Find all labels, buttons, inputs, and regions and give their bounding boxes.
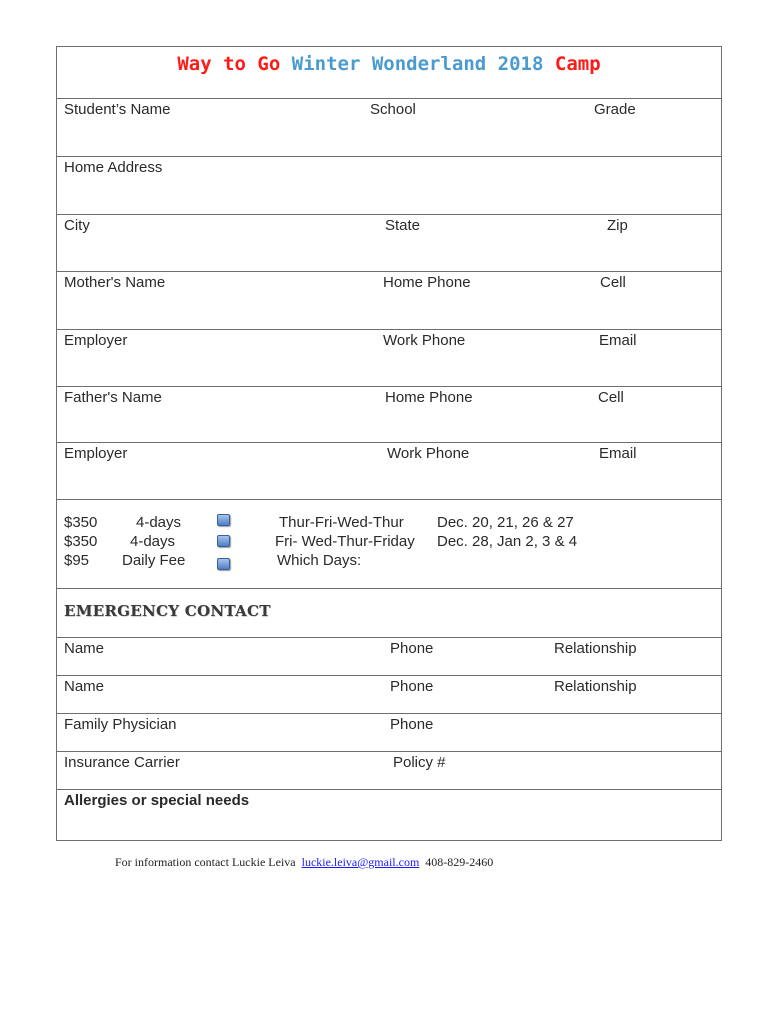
divider xyxy=(57,156,721,157)
mother-work-phone-label: Work Phone xyxy=(383,332,466,349)
divider xyxy=(57,271,721,272)
mother-employer-label: Employer xyxy=(64,332,128,349)
option-label: 4-days xyxy=(130,533,176,550)
emergency-relationship-label: Relationship xyxy=(554,640,637,657)
option-days: Fri- Wed-Thur-Friday xyxy=(275,533,415,550)
emergency-relationship-label: Relationship xyxy=(554,678,637,695)
divider xyxy=(57,499,721,500)
footer-email-link[interactable]: luckie.leiva@gmail.com xyxy=(301,855,420,869)
option-price: $350 xyxy=(64,533,98,550)
father-work-phone-label: Work Phone xyxy=(387,445,470,462)
title-part-3: Camp xyxy=(554,53,601,75)
form-title xyxy=(57,53,721,75)
option-price: $350 xyxy=(64,514,98,531)
family-physician-label: Family Physician xyxy=(64,716,177,733)
divider xyxy=(57,713,721,714)
option-days: Which Days: xyxy=(277,552,362,569)
school-label: School xyxy=(370,101,416,118)
physician-phone-label: Phone xyxy=(390,716,434,733)
divider xyxy=(57,637,721,638)
mother-name-label: Mother's Name xyxy=(64,274,166,291)
father-cell-label: Cell xyxy=(598,389,624,406)
zip-label: Zip xyxy=(607,217,628,234)
registration-form xyxy=(56,46,722,841)
mother-cell-label: Cell xyxy=(600,274,626,291)
father-employer-label: Employer xyxy=(64,445,128,462)
emergency-name-label: Name xyxy=(64,678,105,695)
divider xyxy=(57,675,721,676)
divider xyxy=(57,98,721,99)
divider xyxy=(57,386,721,387)
divider xyxy=(57,588,721,589)
footer-phone: 408-829-2460 xyxy=(425,855,494,869)
option-label: Daily Fee xyxy=(122,552,186,569)
father-email-label: Email xyxy=(599,445,637,462)
footer xyxy=(115,855,493,870)
divider xyxy=(57,751,721,752)
grade-label: Grade xyxy=(594,101,636,118)
emergency-name-label: Name xyxy=(64,640,105,657)
option-days: Thur-Fri-Wed-Thur xyxy=(279,514,404,531)
emergency-phone-label: Phone xyxy=(390,678,434,695)
option-checkbox[interactable] xyxy=(217,535,230,547)
option-checkbox[interactable] xyxy=(217,514,230,526)
policy-number-label: Policy # xyxy=(393,754,446,771)
city-label: City xyxy=(64,217,90,234)
father-name-label: Father's Name xyxy=(64,389,162,406)
divider xyxy=(57,442,721,443)
footer-text: For information contact Luckie Leiva xyxy=(115,855,296,869)
divider xyxy=(57,329,721,330)
option-price: $95 xyxy=(64,552,90,569)
emergency-contact-heading: EMERGENCY CONTACT xyxy=(64,602,271,620)
mother-home-phone-label: Home Phone xyxy=(383,274,471,291)
allergies-label: Allergies or special needs xyxy=(64,792,250,809)
home-address-label: Home Address xyxy=(64,159,163,176)
option-dates: Dec. 20, 21, 26 & 27 xyxy=(437,514,574,531)
student-name-label: Student’s Name xyxy=(64,101,171,118)
divider xyxy=(57,789,721,790)
insurance-carrier-label: Insurance Carrier xyxy=(64,754,180,771)
father-home-phone-label: Home Phone xyxy=(385,389,473,406)
mother-email-label: Email xyxy=(599,332,637,349)
divider xyxy=(57,214,721,215)
option-label: 4-days xyxy=(136,514,182,531)
emergency-phone-label: Phone xyxy=(390,640,434,657)
title-part-1: Way to Go xyxy=(177,53,281,75)
state-label: State xyxy=(385,217,421,234)
option-dates: Dec. 28, Jan 2, 3 & 4 xyxy=(437,533,578,550)
option-checkbox[interactable] xyxy=(217,558,230,570)
title-part-2: Winter Wonderland 2018 xyxy=(291,53,544,75)
